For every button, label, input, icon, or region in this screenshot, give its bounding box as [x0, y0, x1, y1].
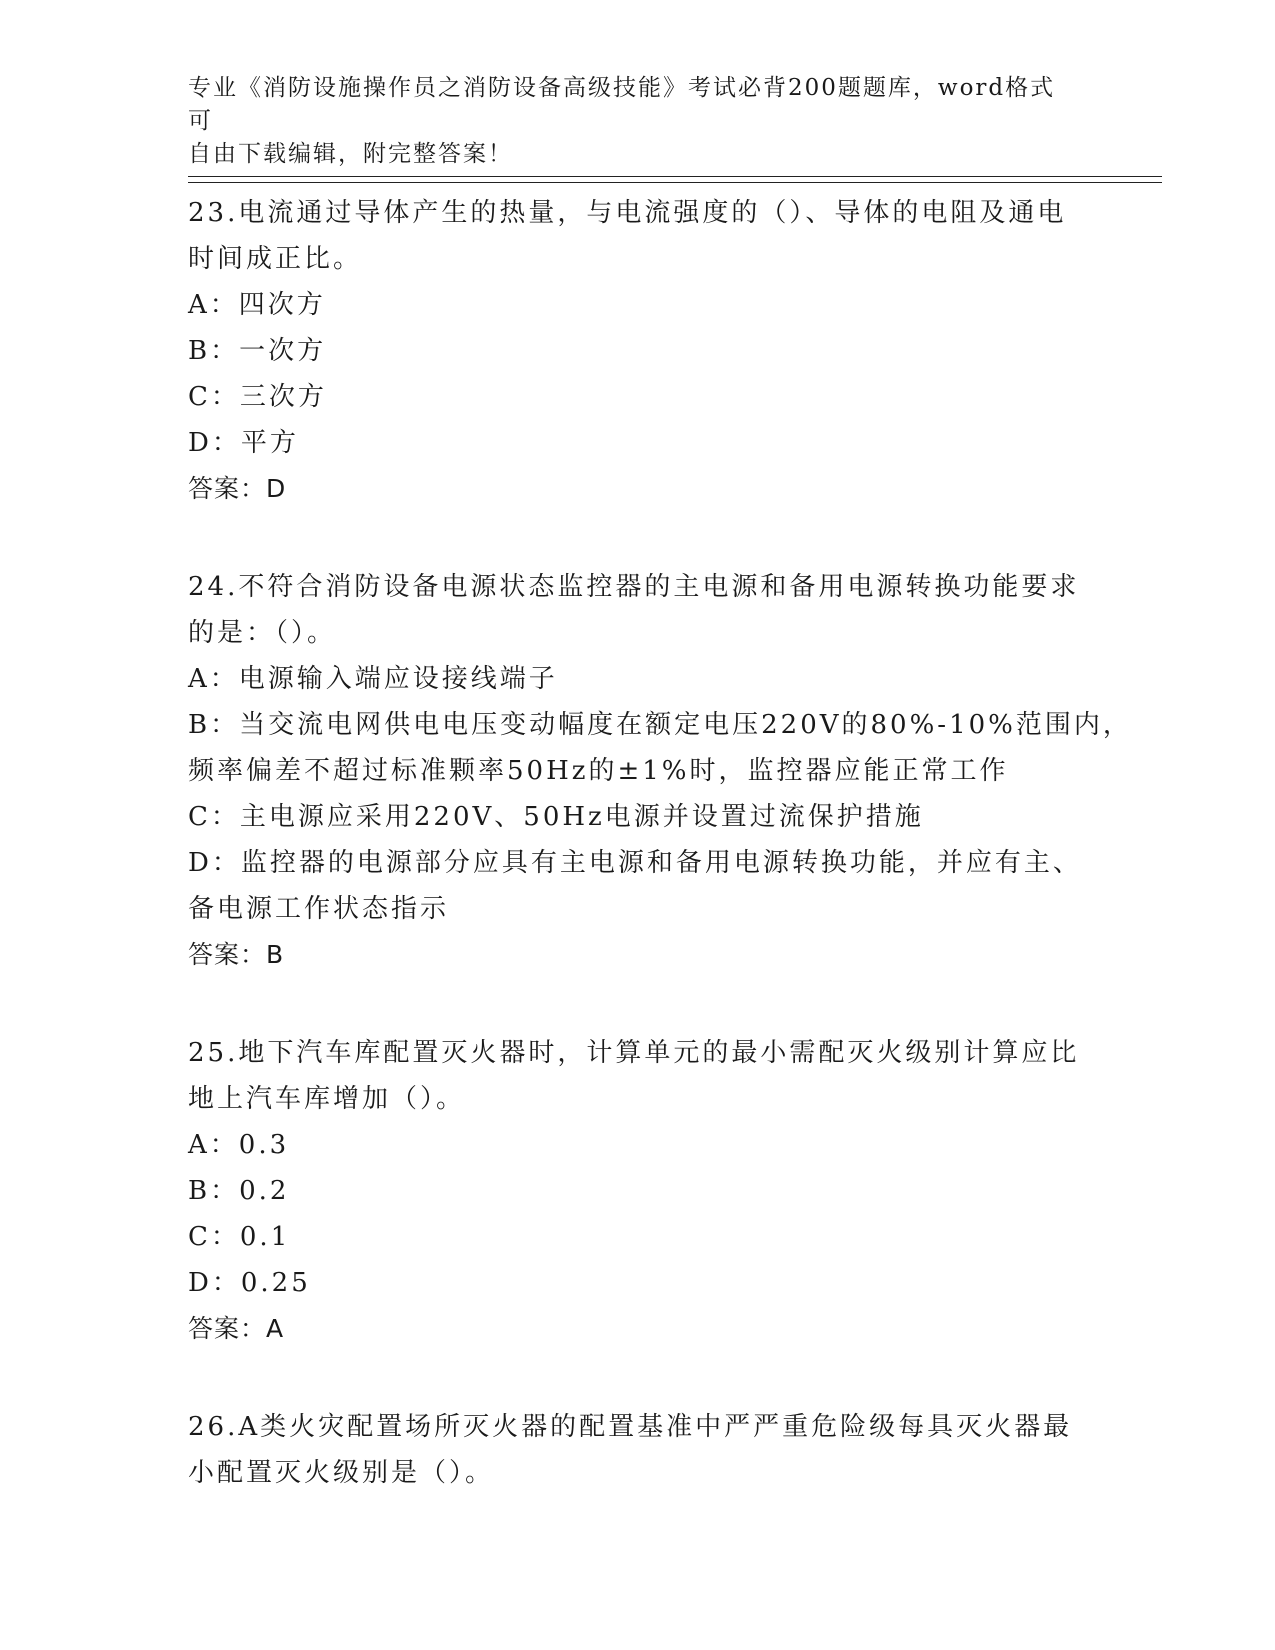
- option-b: B：一次方: [188, 336, 327, 366]
- stem-line: 24.不符合消防设备电源状态监控器的主电源和备用电源转换功能要求: [188, 572, 1080, 602]
- question-stem: [188, 1030, 1088, 1122]
- answer-label: 答案：A: [188, 1314, 285, 1343]
- option-line: A：电源输入端应设接线端子: [188, 664, 558, 694]
- question-23: [188, 190, 1088, 512]
- header-line-1: 专业《消防设施操作员之消防设备高级技能》考试必背200题题库，word格式可: [188, 75, 1056, 134]
- option-c: [188, 794, 1088, 840]
- option-line: 备电源工作状态指示: [188, 894, 450, 924]
- stem-line: 23.电流通过导体产生的热量，与电流强度的（）、导体的电阻及通电: [188, 198, 1067, 228]
- option-a: [188, 656, 1088, 702]
- answer-label: 答案：D: [188, 474, 287, 503]
- question-25: [188, 1030, 1088, 1352]
- header-divider-top: [188, 176, 1162, 177]
- option-d: D：0.25: [188, 1268, 311, 1298]
- question-stem: [188, 564, 1088, 656]
- option-d: D：平方: [188, 428, 299, 458]
- option-line: 频率偏差不超过标准颗率50Hz的±1%时，监控器应能正常工作: [188, 756, 1009, 786]
- option-c: C：三次方: [188, 382, 327, 412]
- option-a: A：四次方: [188, 290, 326, 320]
- option-line: D：监控器的电源部分应具有主电源和备用电源转换功能，并应有主、: [188, 848, 1082, 878]
- option-line: C：主电源应采用220V、50Hz电源并设置过流保护措施: [188, 802, 924, 832]
- question-stem: [188, 1404, 1088, 1496]
- header-divider-bottom: [188, 182, 1162, 183]
- option-line: B：当交流电网供电电压变动幅度在额定电压220V的80%-10%范围内，: [188, 710, 1132, 740]
- option-b: [188, 702, 1132, 794]
- option-a: A：0.3: [188, 1130, 290, 1160]
- answer-label: 答案：B: [188, 940, 285, 969]
- stem-line: 25.地下汽车库配置灭火器时，计算单元的最小需配灭火级别计算应比: [188, 1038, 1080, 1068]
- option-b: B：0.2: [188, 1176, 290, 1206]
- question-stem: [188, 190, 1088, 282]
- question-24: [188, 564, 1132, 978]
- stem-line: 时间成正比。: [188, 244, 363, 274]
- stem-line: 的是：（）。: [188, 618, 337, 648]
- option-c: C：0.1: [188, 1222, 291, 1252]
- stem-line: 26.A类火灾配置场所灭火器的配置基准中严严重危险级每具灭火器最: [188, 1412, 1073, 1442]
- stem-line: 小配置灭火级别是（）。: [188, 1458, 495, 1488]
- document-header: [188, 72, 1068, 171]
- option-d: [188, 840, 1088, 932]
- header-line-2: 自由下载编辑，附完整答案！: [188, 141, 513, 167]
- stem-line: 地上汽车库增加（）。: [188, 1084, 466, 1114]
- question-list: [188, 190, 1132, 1548]
- question-26: [188, 1404, 1088, 1496]
